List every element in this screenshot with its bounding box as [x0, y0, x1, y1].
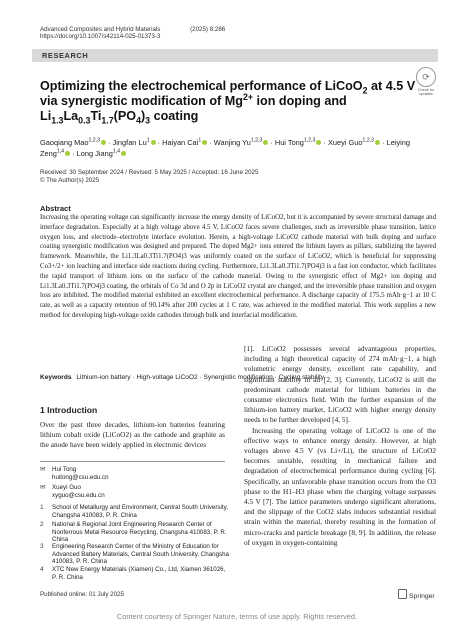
author-affiliation-marker: 1,4 [56, 148, 65, 155]
author-affiliation-marker: 1,2,3 [362, 137, 375, 144]
affiliation-text: School of Metallurgy and Environment, Central South University, Changsha 410083, P. R. China [52, 504, 228, 519]
orcid-icon[interactable] [202, 140, 207, 145]
orcid-icon[interactable] [375, 140, 380, 145]
author-affiliation-marker: 1 [146, 137, 150, 144]
orcid-icon[interactable] [121, 151, 126, 156]
contact-name: Hui Tong [52, 466, 77, 473]
article-dates [40, 169, 258, 186]
paper-title: Optimizing the electrochemical performance of LiCoO$_2$ at 4.5 V via synergistic modification of $Mg^{2+}$ ion doping and $Li_{1.3}La_{0.3}Ti_{1.7}(PO_4)_3$ coating [40, 79, 416, 126]
orcid-icon[interactable] [316, 140, 321, 145]
journal-volume: (2025) 8:286 [190, 26, 226, 33]
intro-paragraph: Increasing the operating voltage of LiCoO2 is one of the effective ways to enhance energy density. However, at high voltages above 4.5 V (vs Li+/Li), the structure of LiCoO2 becomes unstable, resulting in mechanical failure and degradation of electrochemical performance during cycling [6]. Specifically, an unfavorable phase transition occurs from the O3 phase to the H1–H3 phase when the charging voltage surpasses 4.5 V [7]. The lattice parameters undergo significant alterations, and the slippage of the CoO2 slabs induces substantial residual strain within the material, thereby resulting in the formation of micro-cracks and particle breakage [8, 9]. In addition, the release of oxygen in oxygen-containing [244, 425, 436, 547]
corresponding-author [40, 484, 230, 499]
section-banner [32, 49, 438, 62]
author-affiliation-marker: 1,2,3 [303, 137, 316, 144]
published-date: Published online: 01 July 2025 [40, 591, 124, 598]
keywords-list: Lithium-ion battery · High-voltage LiCoO2 · Synergistic modification · Cycling stability [76, 374, 325, 381]
envelope-icon: ✉ [40, 484, 46, 491]
affiliation-text: National & Regional Joint Engineering Research Center of Nonferrous Metal Resource Recycling, Changsha 410083, P. R. China [52, 521, 227, 544]
orcid-icon[interactable] [151, 140, 156, 145]
intro-paragraph: [1]. LiCoO2 possesses several advantageous properties, including a high theoretical capacity of 274 mAh·g−1, a high volumetric energy density, excellent rate capability, and significant stability in air [2, 3]. Currently, LiCoO2 is still the predominant cathode material for lithium batteries in the consumer electronics field. With the further expansion of the lithium-ion battery market, LiCoO2 with higher energy density needs to be further developed [4, 5]. [244, 344, 436, 425]
affiliation-number: 4 [40, 566, 44, 573]
courtesy-notice: Content courtesy of Springer Nature, terms of use apply. Rights reserved. [116, 612, 358, 621]
orcid-icon[interactable] [101, 140, 106, 145]
keywords-label: Keywords [40, 374, 72, 381]
author-affiliation-marker: 1,4 [112, 148, 121, 155]
orcid-icon[interactable] [65, 151, 70, 156]
author-name[interactable]: Gaoqiang Mao [40, 138, 89, 147]
affiliation [40, 566, 230, 581]
abstract-text: Increasing the operating voltage can significantly increase the energy density of LiCoO2, but it is accompanied by severe structural damage and interface degradation. Especially at a high voltage above 4.5 V, LiCoO2 faces severe challenges, such as irreversible phase transition, lattice oxygen loss, and electrode–electrolyte interface evolution. Herein, a high-voltage LiCoO2 cathode material with bulk doping and surface coating synergistic modification was designed and prepared. The doped Mg2+ ions entered the lithium layers as pillars, stabilizing the layered framework. Meanwhile, the Li1.3La0.3Ti1.7(PO4)3 was uniformly coated on the surface of LiCoO2, which is beneficial for suppressing Co3+/2+ ion leaching and interface side reactions during cycling. Furthermore, Li1.3La0.3Ti1.7(PO4)3 is a fast ion conductor, which facilitates the rapid transport of lithium ions on the surface of the cathode material. Owing to the synergistic effect of Mg2+ ion doping and Li1.3La0.3Ti1.7(PO4)3 coating, the orbitals of Co 3d and O 2p in LiCoO2 crystal are changed, and the irreversible phase transition and oxygen loss are inhibited. The modified material exhibited an excellent electrochemical performance. A discharge capacity of 175.5 mAh·g−1 at 10 C rate, as well as a capacity retention of 90.14% after 200 cycles at 1 C rate, was achieved in the modified material. This work supplies a new method for developing high-voltage oxide cathodes through bulk and interfacial modification. [40, 214, 436, 319]
refresh-icon: ⟳ [416, 67, 436, 87]
author-name[interactable]: Long Jiang [76, 149, 113, 158]
publisher-name: Springer [409, 593, 435, 600]
author-affiliation-marker: 1,2,3 [250, 137, 263, 144]
author-name[interactable]: Xueyi Guo [328, 138, 363, 147]
section-heading-introduction: 1 Introduction [40, 405, 98, 415]
affiliation [40, 521, 230, 544]
abstract-heading: Abstract [40, 204, 71, 213]
footnote-divider [40, 461, 225, 462]
author-affiliation-marker: 1,2,3 [88, 137, 100, 144]
intro-right-column [244, 344, 436, 548]
affiliation [40, 543, 230, 566]
intro-left-paragraph: Over the past three decades, lithium-ion batteries featuring lithium cobalt oxide (LiCoO2) as the cathode and graphite as the anode have been widely applied in electronic devices [40, 420, 225, 450]
history-dates: Received: 30 September 2024 / Revised: 5 May 2025 / Accepted: 16 June 2025 [40, 169, 259, 176]
author-name[interactable]: Wanjing Yu [213, 138, 251, 147]
section-label: RESEARCH [42, 51, 89, 60]
affiliation-number: 2 [40, 521, 44, 528]
corresponding-author [40, 466, 230, 481]
author-name[interactable]: Jingfan Lu [112, 138, 147, 147]
author-name[interactable]: Haiyan Cai [162, 138, 199, 147]
contact-email[interactable]: huitong@csu.edu.cn [52, 473, 109, 481]
author-name[interactable]: Hui Tong [274, 138, 304, 147]
journal-name: Advanced Composites and Hybrid Materials [40, 26, 161, 33]
author-list: Gaoqiang Mao$^{1,2,3}$ · Jingfan $Lu^1$ · Haiyan Cai$^1$ · Wanjing Yu$^{1,2,3}$ · Hui Tong$^{1,2,3}$ · Xueyi Guo$^{1,2,3}$ · Leiying Zeng$^{1,4}$ · Long Jiang$^{1,4}$ [40, 137, 411, 158]
copyright-line: © The Author(s) 2025 [40, 177, 100, 185]
publisher-logo [398, 589, 435, 600]
affiliation-number: 3 [40, 543, 44, 550]
doi-link[interactable]: https://doi.org/10.1007/s42114-025-01373-3 [40, 33, 161, 40]
affiliation-text: Engineering Research Center of the Ministry of Education for Advanced Battery Materials, Central South University, Changsha 410083, P. R. China [52, 543, 230, 566]
author-name[interactable]: Leiying Zeng [40, 138, 411, 158]
springer-horse-icon [398, 589, 407, 599]
affiliation [40, 504, 230, 519]
author-affiliation-marker: 1 [198, 137, 202, 144]
affiliation-number: 1 [40, 504, 44, 511]
contact-name: Xueyi Guo [52, 484, 81, 491]
orcid-icon[interactable] [263, 140, 268, 145]
contact-email[interactable]: xyguo@csu.edu.cn [52, 491, 105, 499]
affiliation-text: XTC New Energy Materials (Xiamen) Co., Ltd, Xiamen 361026, P. R. China [52, 566, 226, 581]
envelope-icon: ✉ [40, 466, 46, 473]
check-updates-label: Check for updates [417, 88, 435, 97]
